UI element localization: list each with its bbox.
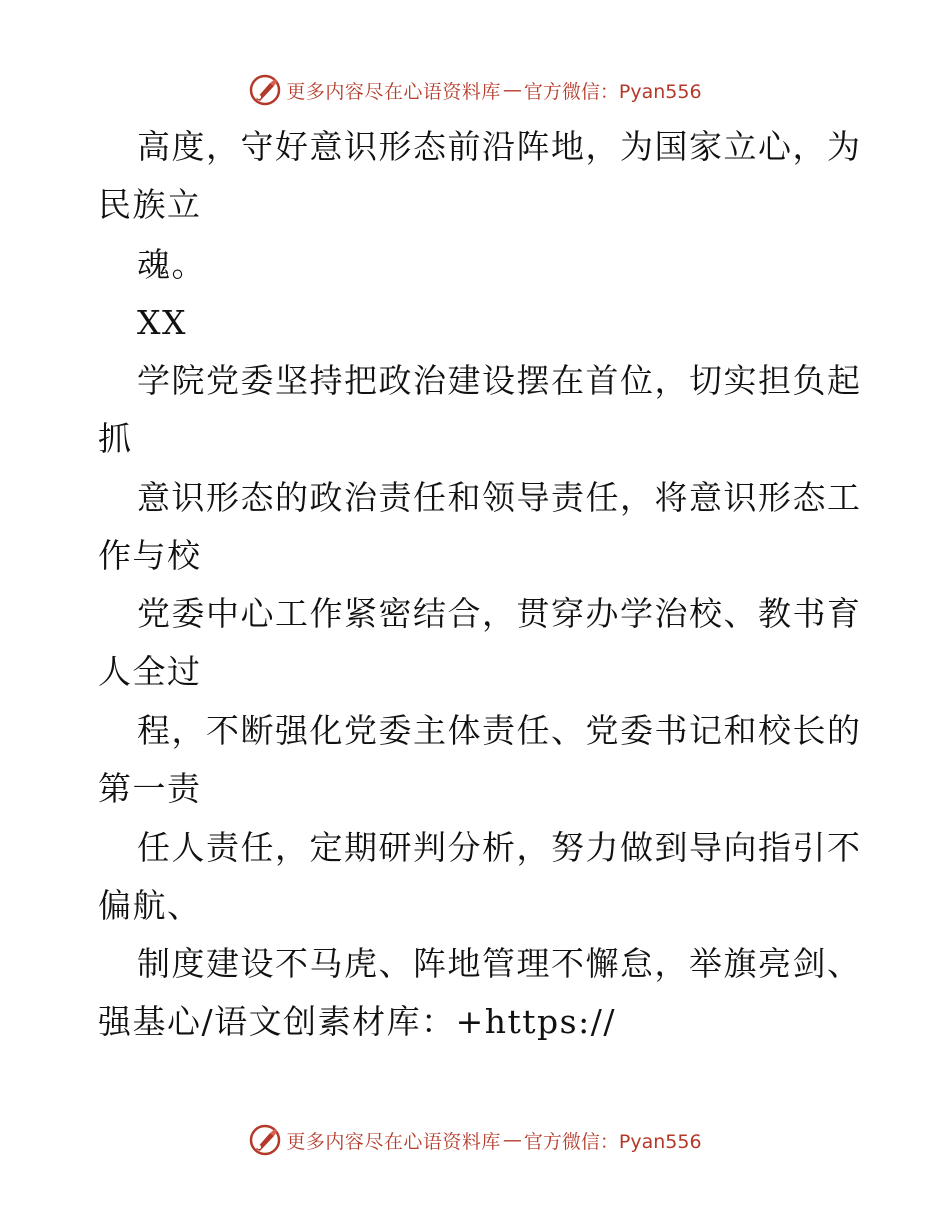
body-line: 程，不断强化党委主体责任、党委书记和校长的 — [137, 711, 862, 750]
header-watermark-banner — [0, 70, 950, 110]
body-line: 制度建设不马虎、阵地管理不懈怠，举旗亮剑、 — [137, 944, 862, 983]
header-watermark-separator: — — [502, 79, 522, 101]
quill-pen-logo-icon — [248, 73, 282, 107]
body-line: 意识形态的政治责任和领导责任，将意识形态工 — [137, 478, 862, 517]
footer-watermark-text: 更多内容尽在心语资料库 — [286, 1130, 501, 1153]
body-line: 作与校 — [98, 536, 202, 575]
footer-watermark-wechat: 官方微信：Pyan556 — [523, 1130, 702, 1153]
body-line: 高度，守好意识形态前沿阵地，为国家立心，为 — [137, 127, 862, 166]
body-line: 党委中心工作紧密结合，贯穿办学治校、教书育 — [137, 594, 862, 633]
quill-pen-logo-icon — [248, 1123, 282, 1157]
body-line: 人全过 — [98, 652, 202, 691]
footer-watermark-separator: — — [502, 1129, 522, 1151]
body-line: 任人责任，定期研判分析，努力做到导向指引不 — [137, 828, 862, 867]
body-line: 民族立 — [98, 185, 202, 224]
body-line: 第一责 — [98, 769, 202, 808]
footer-watermark-banner — [0, 1120, 950, 1160]
body-line: 强基心/语文创素材库：+https:// — [98, 1002, 616, 1041]
body-line: 偏航、 — [98, 886, 202, 925]
body-line: 魂。 — [137, 245, 206, 284]
header-watermark-wechat: 官方微信：Pyan556 — [523, 80, 702, 103]
header-watermark-text: 更多内容尽在心语资料库 — [286, 80, 501, 103]
body-line: 抓 — [98, 419, 133, 458]
body-line: 学院党委坚持把政治建设摆在首位，切实担负起 — [137, 361, 862, 400]
body-line: XX — [137, 303, 187, 342]
